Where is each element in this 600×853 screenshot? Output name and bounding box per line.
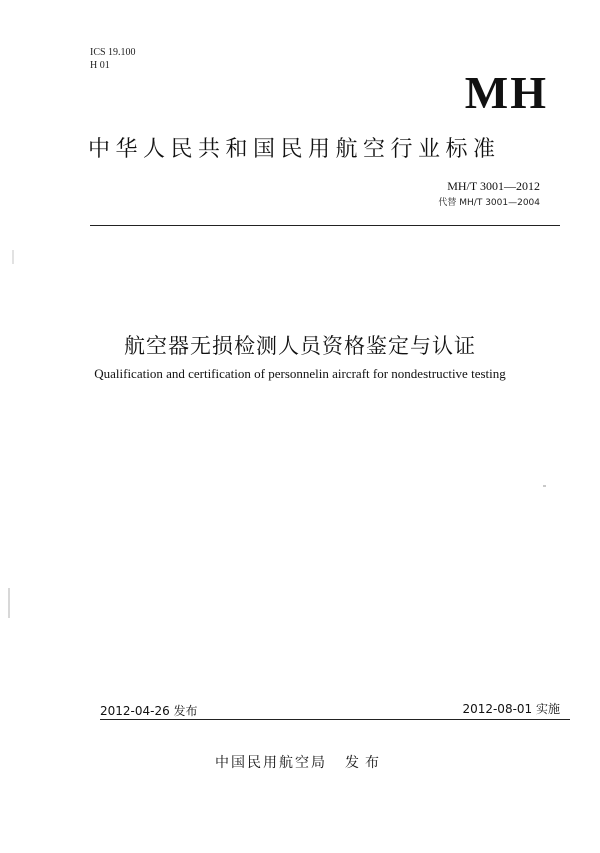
category-code: H 01: [90, 60, 110, 71]
document-title-english: Qualification and certification of personnelin aircraft for nondestructive testing: [94, 366, 506, 381]
scan-speck: [12, 250, 14, 264]
ics-code: ICS 19.100: [90, 47, 136, 58]
document-title-chinese: 航空器无损检测人员资格鉴定与认证: [124, 334, 476, 358]
standard-number: MH/T 3001—2012: [447, 179, 540, 193]
header-divider: [90, 225, 560, 226]
issuer-name: 中国民用航空局: [215, 755, 327, 771]
classification-codes: [90, 46, 136, 72]
replaces-standard: 代替 MH/T 3001—2004: [438, 198, 540, 208]
publisher-line: [0, 752, 600, 772]
scan-speck: [543, 485, 546, 487]
scan-speck: [8, 588, 10, 618]
industry-standard-title: 中华人民共和国民用航空行业标准: [88, 137, 501, 162]
mh-logo: MH: [464, 67, 548, 118]
issuer-verb: 发布: [345, 755, 385, 771]
issue-date: 2012-04-26 发布: [100, 704, 198, 718]
footer-divider: [100, 719, 570, 720]
implementation-date: 2012-08-01 实施: [462, 702, 560, 716]
